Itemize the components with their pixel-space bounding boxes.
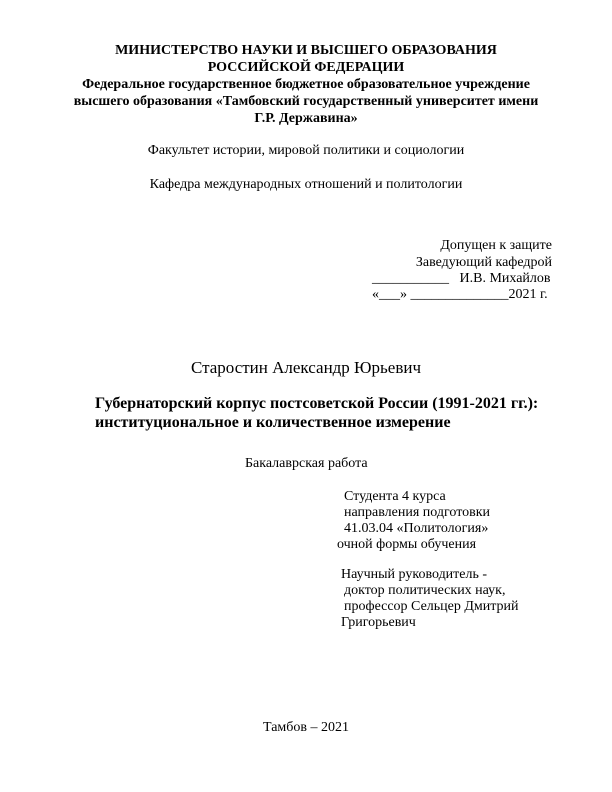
student-form: очной формы обучения: [337, 537, 477, 552]
supervisor-name: профессор Сельцер Дмитрий: [344, 599, 519, 614]
ministry-line-1: МИНИСТЕРСТВО НАУКИ И ВЫСШЕГО ОБРАЗОВАНИЯ: [115, 43, 497, 58]
approval-admitted: Допущен к защите: [440, 238, 552, 253]
supervisor-degree: доктор политических наук,: [344, 583, 506, 598]
institution-line-3: Г.Р. Державина»: [254, 111, 358, 126]
institution-line-2: высшего образования «Тамбовский государственный университет имени: [73, 94, 539, 109]
supervisor-role: Научный руководитель -: [341, 567, 488, 582]
approval-signature: ___________ И.В. Михайлов: [372, 271, 551, 286]
ministry-line-2: РОССИЙСКОЙ ФЕДЕРАЦИИ: [207, 60, 405, 75]
author-name: Старостин Александр Юрьевич: [190, 358, 422, 377]
supervisor-patronymic: Григорьевич: [341, 615, 416, 630]
student-program: 41.03.04 «Политология»: [344, 521, 489, 536]
approval-date: «___» ______________2021 г.: [372, 287, 548, 302]
approval-head: Заведующий кафедрой: [415, 255, 552, 270]
faculty-name: Факультет истории, мировой политики и социологии: [147, 143, 465, 158]
city-year: Тамбов – 2021: [262, 720, 349, 735]
institution-line-1: Федеральное государственное бюджетное образовательное учреждение: [82, 77, 530, 92]
thesis-title-line-1: Губернаторский корпус постсоветской России (1991-2021 гг.):: [95, 395, 539, 412]
thesis-title-line-2: институциональное и количественное измерение: [95, 414, 451, 431]
work-type: Бакалаврская работа: [245, 456, 368, 471]
student-direction: направления подготовки: [344, 505, 491, 520]
department-name: Кафедра международных отношений и политологии: [149, 177, 463, 192]
student-course: Студента 4 курса: [344, 489, 446, 504]
